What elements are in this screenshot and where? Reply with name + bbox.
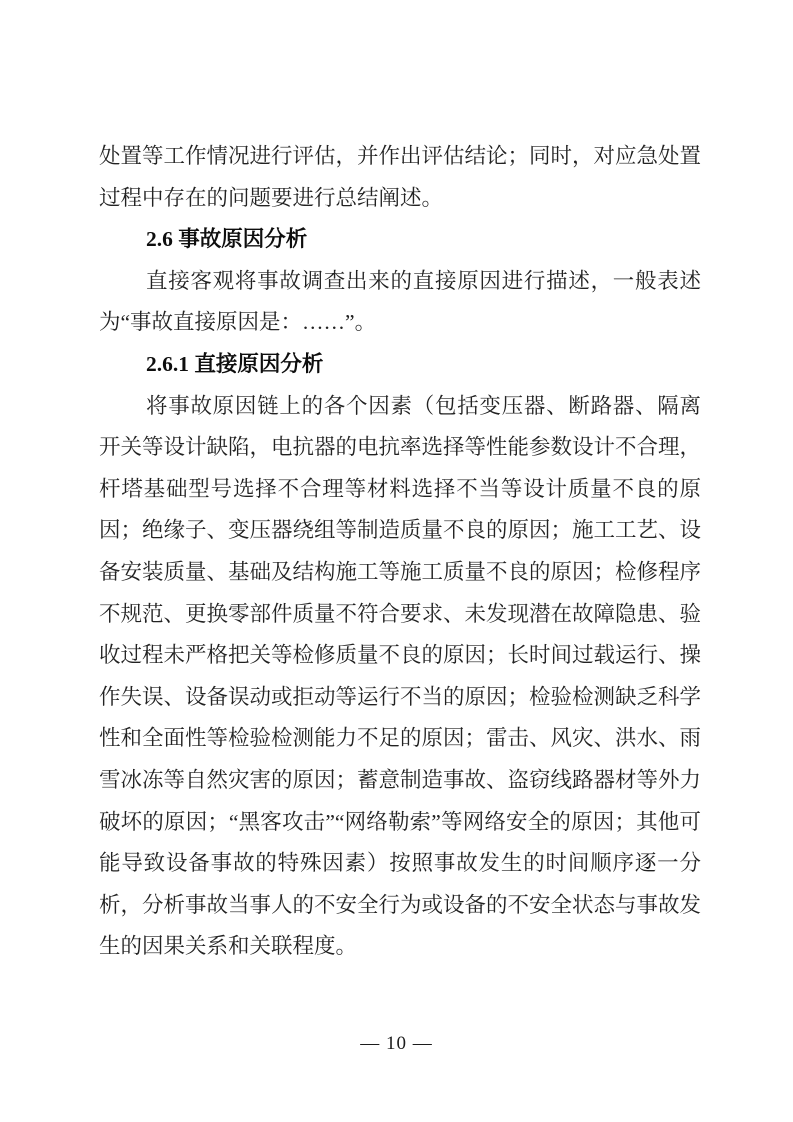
page-footer [0,1033,793,1055]
paragraph-cause-chain-factors: 将事故原因链上的各个因素（包括变压器、断路器、隔离开关等设计缺陷，电抗器的电抗率选择等性能参数设计不合理，杆塔基础型号选择不合理等材料选择不当等设计质量不良的原因；绝缘子、变压器绕组等制造质量不良的原因；施工工艺、设备安装质量、基础及结构施工等施工质量不良的原因；检修程序不规范、更换零部件质量不符合要求、未发现潜在故障隐患、验收过程未严格把关等检修质量不良的原因；长时间过载运行、操作失误、设备误动或拒动等运行不当的原因；检验检测缺乏科学性和全面性等检验检测能力不足的原因；雷击、风灾、洪水、雨雪冰冻等自然灾害的原因；蓄意制造事故、盗窃线路器材等外力破坏的原因；“黑客攻击”“网络勒索”等网络安全的原因；其他可能导致设备事故的特殊因素）按照事故发生的时间顺序逐一分析，分析事故当事人的不安全行为或设备的不安全状态与事故发生的因果关系和关联程度。 [99,393,702,959]
heading-2-6-1-direct-cause-analysis: 2.6.1 直接原因分析 [146,351,324,376]
paragraph-direct-cause-statement: 直接客观将事故调查出来的直接原因进行描述，一般表述为“事故直接原因是：……”。 [99,268,701,335]
paragraph-emergency-evaluation: 处置等工作情况进行评估，并作出评估结论；同时，对应急处置过程中存在的问题要进行总结阐述。 [99,144,702,210]
page-body [99,136,701,968]
page-number: — 10 — [360,1033,433,1054]
heading-2-6-accident-cause-analysis: 2.6 事故原因分析 [146,227,308,252]
